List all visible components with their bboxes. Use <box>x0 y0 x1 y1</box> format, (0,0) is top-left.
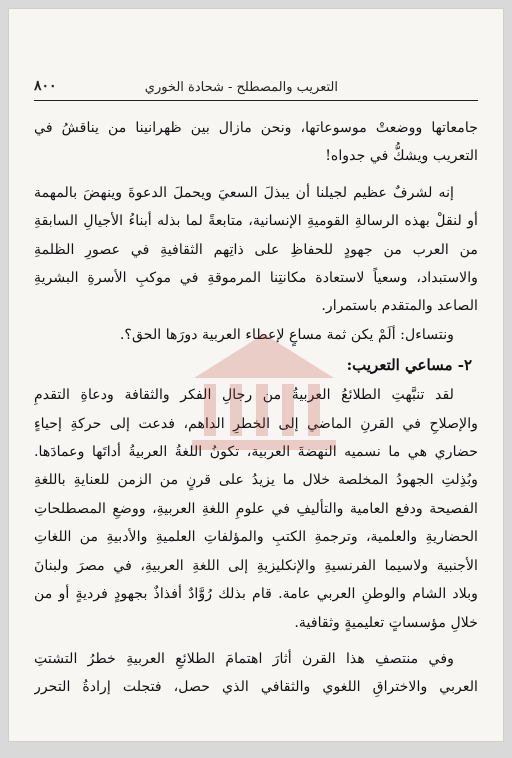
text-line: وبُذِلتِ الجهودُ المخلصة خلال ما يزيدُ على قرنٍ من الزمن للعنايةِ باللغةِ <box>34 472 478 489</box>
text-line: الصاعد والمتقدم باستمرار. <box>321 298 478 315</box>
text-line: العربي والاختراقِ اللغوي والثقافي الذي حصل، فتجلت إرادةُ التحرر <box>34 679 478 696</box>
text-line: لقد تنبَّهتِ الطلائعُ العربيةُ من رجالِ الفكر والثقافة ودعاةِ التقدمِ <box>34 387 454 404</box>
text-line: ونتساءل: ألَمْ يكن ثمة مساعٍ لإعطاء العربية دورَها الحق؟. <box>119 326 454 343</box>
text-line: الحضاريةِ والعلمية، وترجمةِ الكتبِ والمؤلفاتِ العلميةِ والأدبيةِ من اللغاتِ <box>34 529 478 546</box>
page-number: ٨٠٠ <box>34 78 57 94</box>
page-header <box>34 72 478 100</box>
page-body <box>34 114 478 702</box>
text-line: أو لنقلْ بهذه الرسالةِ القوميةِ الإنسانية، متابعةً لما بذله أبناءُ الأجيالِ السابقةِ <box>34 213 478 230</box>
text-line: من العرب من جهودٍ للحفاظِ على ذاتِهم الثقافيةِ في عصورِ الظلمةِ <box>34 241 478 258</box>
text-line: وبلاد الشام والوطنِ العربي عامة. قام بذلك رُوَّادٌ أفذاذٌ بجهودٍ فرديةٍ أو من <box>34 586 478 603</box>
paragraph <box>34 645 478 702</box>
text-line: الأجنبية ولاسيما الفرنسيةِ والإنكليزيةِ إلى اللغةِ العربيةِ، في مصرَ ولبنانَ <box>34 557 478 574</box>
text-line: خلالِ مؤسساتٍ تعليميةٍ وثقافية. <box>294 614 478 631</box>
text-line: وفي منتصفِ هذا القرن أثارَ اهتمامَ الطلائعِ العربيةِ خطرُ التشتتِ <box>34 650 454 667</box>
text-line: والإصلاحِ في القرنِ الماضي إلى الخطرِ الداهم، فدعت إلى حركةِ إحياءٍ <box>34 415 478 432</box>
text-line: الفصيحة ودفع العامية والتأليفِ في علومِ اللغةِ العربيةِ، ووضعِ المصطلحاتِ <box>34 500 478 517</box>
text-line: والاستبداد، وسعياً لاستعادة مكانتِنا المرموقةِ في موكبِ الأسرةِ البشريةِ <box>34 270 478 287</box>
text-line: التعريب ويشكُّ في جدواه! <box>325 148 478 165</box>
header-rule <box>34 100 478 101</box>
running-title: التعريب والمصطلح - شحادة الخوري <box>144 80 338 95</box>
paragraph <box>34 179 478 321</box>
text-line: جامعاتها ووضعتْ موسوعاتها، ونحن مازال بين ظهرانينا من يناقشُ في <box>34 120 478 136</box>
paragraph <box>34 321 478 349</box>
text-line: حضاري هي ما نسميه النهضةَ العربية، تكونُ اللغةُ العربيةُ أداتَها وعمادَها. <box>34 444 478 461</box>
section-heading: ٢- مساعي التعريب: <box>346 356 472 375</box>
book-page <box>8 8 504 742</box>
paragraph <box>34 114 478 171</box>
text-line: إنه لشرفٌ عظيم لجيلنا أن يبذلَ السعيَ ويحملَ الدعوةَ وينهضَ بالمهمة <box>34 184 454 201</box>
paragraph <box>34 381 478 637</box>
